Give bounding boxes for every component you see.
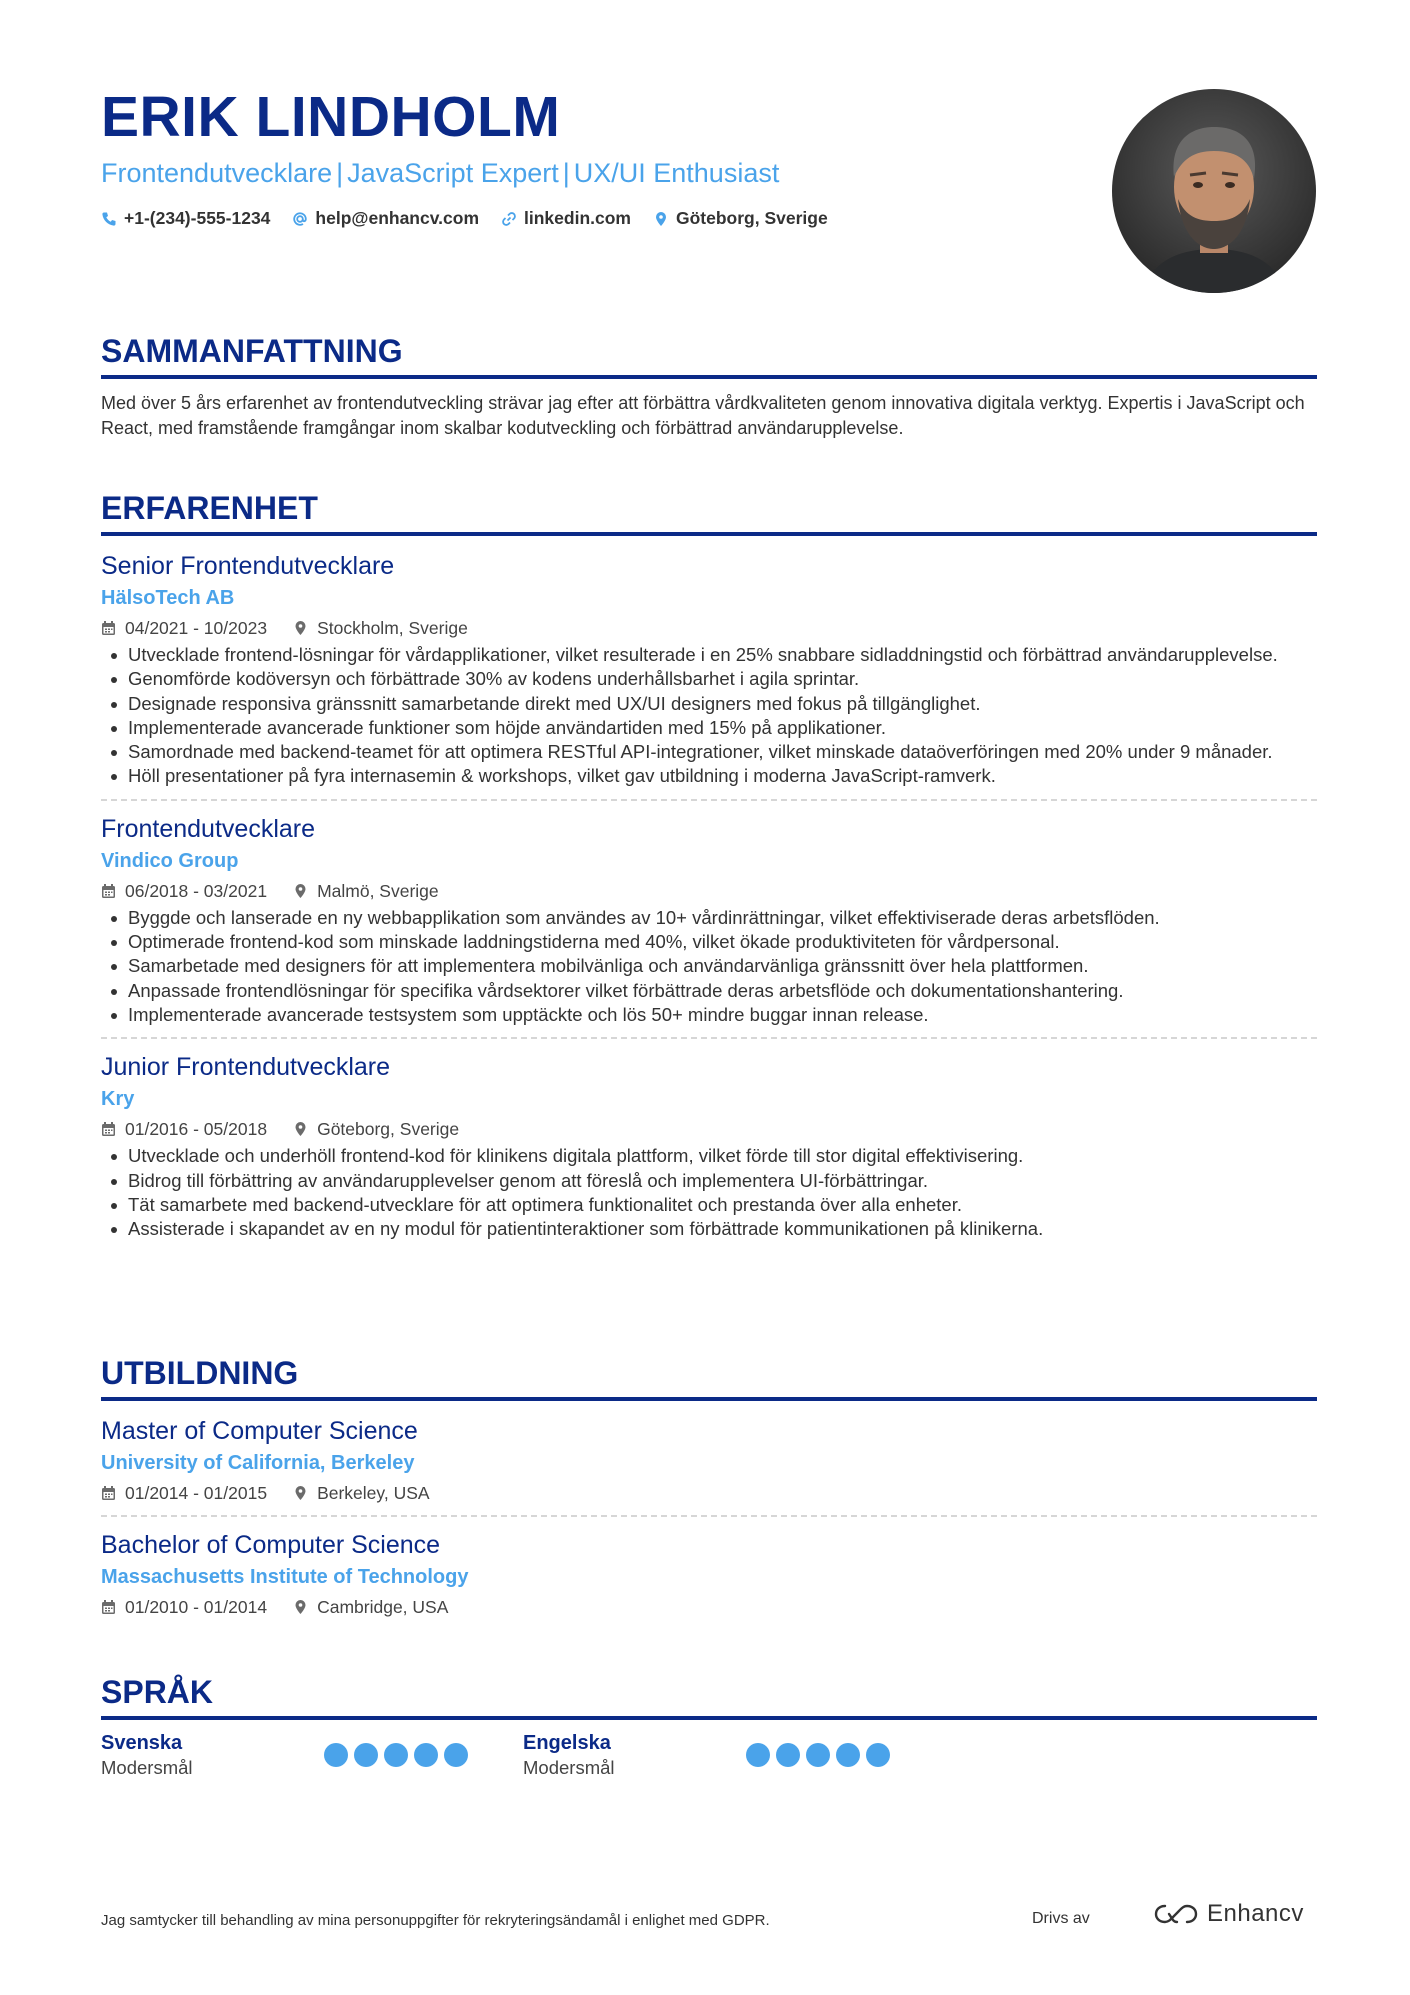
entry-divider	[101, 1037, 1317, 1039]
contact-phone[interactable]	[101, 208, 270, 229]
job-title: Senior Frontendutvecklare	[101, 552, 395, 580]
brand-name: Enhancv	[1207, 1900, 1304, 1927]
location-pin-icon	[293, 1121, 308, 1137]
calendar-icon	[101, 620, 116, 636]
language-rating	[324, 1743, 468, 1767]
rating-dot	[414, 1743, 438, 1767]
list-item: Anpassade frontendlösningar för specifika vårdsektorer vilket förbättrade deras arbetsflöde och dokumentationshantering.	[101, 979, 1317, 1003]
list-item: Designade responsiva gränssnitt samarbetande direkt med UX/UI designers med fokus på tillgänglighet.	[101, 692, 1317, 716]
candidate-name: ERIK LINDHOLM	[101, 85, 561, 149]
location-text: Berkeley, USA	[317, 1483, 430, 1503]
list-item: Byggde och lanserade en ny webbapplikation som användes av 10+ vårdinrättningar, vilket effektiviserade deras arbetsflöden.	[101, 906, 1317, 930]
dates-text: 06/2018 - 03/2021	[125, 880, 268, 901]
experience-entry	[101, 1051, 1317, 1241]
education-dates	[101, 1481, 267, 1505]
language-rating	[746, 1743, 890, 1767]
enhancv-logo-icon	[1153, 1902, 1199, 1926]
summary-section	[101, 331, 1317, 441]
section-divider	[101, 532, 1317, 536]
location-pin-icon	[293, 620, 308, 636]
rating-dot	[776, 1743, 800, 1767]
list-item: Höll presentationer på fyra internasemin & workshops, vilket gav utbildning i moderna JavaScript-ramverk.	[101, 764, 1317, 788]
calendar-icon	[101, 1121, 116, 1137]
location-text: Göteborg, Sverige	[317, 1119, 460, 1140]
experience-entry	[101, 813, 1317, 1039]
education-entry	[101, 1415, 1317, 1517]
dates-text: 04/2021 - 10/2023	[125, 618, 268, 638]
rating-dot	[806, 1743, 830, 1767]
education-heading: UTBILDNING	[101, 1355, 299, 1391]
rating-dot	[866, 1743, 890, 1767]
achievement-list	[101, 643, 1317, 789]
rating-dot	[384, 1743, 408, 1767]
education-meta	[101, 1595, 1317, 1619]
list-item: Optimerade frontend-kod som minskade laddningstiderna med 40%, vilket ökade produktiviteten för vårdpersonal.	[101, 930, 1317, 954]
contact-linkedin[interactable]	[501, 208, 631, 229]
list-item: Implementerade avancerade funktioner som höjde användartiden med 15% på applikationer.	[101, 716, 1317, 740]
calendar-icon	[101, 1599, 116, 1615]
title-part: JavaScript Expert	[347, 158, 559, 188]
achievement-list	[101, 906, 1317, 1027]
company-name: Kry	[101, 1088, 135, 1111]
list-item: Assisterade i skapandet av en ny modul för patientinteraktioner som förbättrade kommunikationen på klinikerna.	[101, 1217, 1317, 1241]
language-level: Modersmål	[101, 1757, 193, 1778]
section-divider	[101, 375, 1317, 379]
education-section	[101, 1353, 1317, 1619]
list-item: Utvecklade och underhöll frontend-kod för klinikens digitala plattform, vilket förde till stor digital effektivisering.	[101, 1144, 1317, 1168]
list-item: Tät samarbete med backend-utvecklare för att optimera funktionalitet och prestanda över alla enheter.	[101, 1193, 1317, 1217]
phone-text: +1-(234)-555-1234	[124, 208, 271, 228]
languages-section	[101, 1672, 1317, 1782]
company-name: HälsoTech AB	[101, 587, 235, 609]
degree-title: Master of Computer Science	[101, 1417, 418, 1445]
rating-dot	[354, 1743, 378, 1767]
language-level: Modersmål	[523, 1757, 615, 1778]
dates-text: 01/2016 - 05/2018	[125, 1119, 268, 1140]
education-dates	[101, 1595, 267, 1619]
summary-heading: SAMMANFATTNING	[101, 333, 403, 369]
rating-dot	[324, 1743, 348, 1767]
list-item: Genomförde kodöversyn och förbättrade 30% av kodens underhållsbarhet i agila sprintar.	[101, 667, 1317, 691]
experience-heading: ERFARENHET	[101, 490, 318, 526]
location-pin-icon	[293, 1599, 308, 1615]
language-name: Svenska	[101, 1732, 183, 1754]
dates-text: 01/2014 - 01/2015	[125, 1483, 268, 1503]
location-pin-icon	[293, 883, 308, 899]
language-name: Engelska	[523, 1732, 611, 1754]
link-icon	[501, 211, 517, 227]
location-pin-icon	[293, 1485, 308, 1501]
experience-section	[101, 488, 1317, 1241]
calendar-icon	[101, 1485, 116, 1501]
candidate-title	[101, 156, 1101, 190]
school-name: University of California, Berkeley	[101, 1452, 415, 1474]
rating-dot	[746, 1743, 770, 1767]
experience-entry	[101, 550, 1317, 801]
resume-header	[101, 84, 1101, 229]
list-item: Samordnade med backend-teamet för att optimera RESTful API-integrationer, vilket minskade dataöverföringen med 20% under 9 månader.	[101, 740, 1317, 764]
list-item: Bidrog till förbättring av användarupplevelser genom att föreslå och implementera UI-förbättringar.	[101, 1169, 1317, 1193]
education-meta	[101, 1481, 1317, 1505]
education-location	[293, 1595, 448, 1619]
location-text: Cambridge, USA	[317, 1597, 449, 1617]
achievement-list	[101, 1144, 1317, 1241]
calendar-icon	[101, 883, 116, 899]
dates-text: 01/2010 - 01/2014	[125, 1597, 268, 1617]
job-title: Frontendutvecklare	[101, 814, 316, 843]
gdpr-consent: Jag samtycker till behandling av mina personuppgifter för rekryteringsändamål i enlighet med GDPR.	[101, 1912, 770, 1929]
job-location	[293, 879, 439, 903]
job-meta	[101, 879, 1317, 903]
job-meta	[101, 1117, 1317, 1141]
section-divider	[101, 1397, 1317, 1401]
phone-icon	[101, 211, 117, 227]
contact-email[interactable]	[292, 208, 479, 229]
rating-dot	[836, 1743, 860, 1767]
job-dates	[101, 1117, 267, 1141]
location-text: Stockholm, Sverige	[317, 618, 468, 638]
list-item: Utvecklade frontend-lösningar för vårdapplikationer, vilket resulterade i en 25% snabbare sidladdningstid och förbättrad användarupplevelse.	[101, 643, 1317, 667]
powered-by-label: Drivs av	[1032, 1910, 1090, 1927]
contact-row	[101, 208, 1101, 229]
location-text: Göteborg, Sverige	[675, 208, 828, 228]
education-location	[293, 1481, 430, 1505]
section-divider	[101, 1716, 1317, 1720]
education-entry	[101, 1529, 1317, 1619]
entry-divider	[101, 799, 1317, 801]
school-name: Massachusetts Institute of Technology	[101, 1566, 469, 1588]
linkedin-text: linkedin.com	[524, 208, 631, 228]
company-name: Vindico Group	[101, 849, 239, 872]
language-item	[523, 1730, 615, 1780]
entry-divider	[101, 1515, 1317, 1517]
language-item	[101, 1730, 193, 1780]
profile-photo	[1112, 89, 1316, 293]
title-part: UX/UI Enthusiast	[573, 158, 780, 188]
job-dates	[101, 616, 267, 640]
list-item: Samarbetade med designers för att implementera mobilvänliga och användarvänliga gränssnitt över hela plattformen.	[101, 954, 1317, 978]
rating-dot	[444, 1743, 468, 1767]
title-separator: |	[562, 158, 570, 188]
brand-logo[interactable]	[1153, 1900, 1304, 1928]
languages-heading: SPRÅK	[101, 1674, 214, 1710]
title-separator: |	[336, 158, 344, 188]
email-text: help@enhancv.com	[315, 208, 480, 228]
title-part: Frontendutvecklare	[101, 158, 333, 188]
contact-location	[653, 208, 828, 229]
job-location	[293, 1117, 459, 1141]
location-pin-icon	[653, 211, 669, 227]
degree-title: Bachelor of Computer Science	[101, 1531, 441, 1559]
job-dates	[101, 879, 267, 903]
job-location	[293, 616, 468, 640]
summary-text: Med över 5 års erfarenhet av frontendutveckling strävar jag efter att förbättra vårdkvaliteten genom innovativa digitala verktyg. Expertis i JavaScript och React, med framstående framgångar inom skalbar kodutveckling och förbättrad användarupplevelse.	[101, 393, 1305, 438]
at-icon	[292, 211, 308, 227]
location-text: Malmö, Sverige	[317, 880, 439, 901]
job-meta	[101, 616, 1317, 640]
job-title: Junior Frontendutvecklare	[101, 1053, 391, 1082]
list-item: Implementerade avancerade testsystem som upptäckte och lös 50+ mindre buggar innan release.	[101, 1003, 1317, 1027]
